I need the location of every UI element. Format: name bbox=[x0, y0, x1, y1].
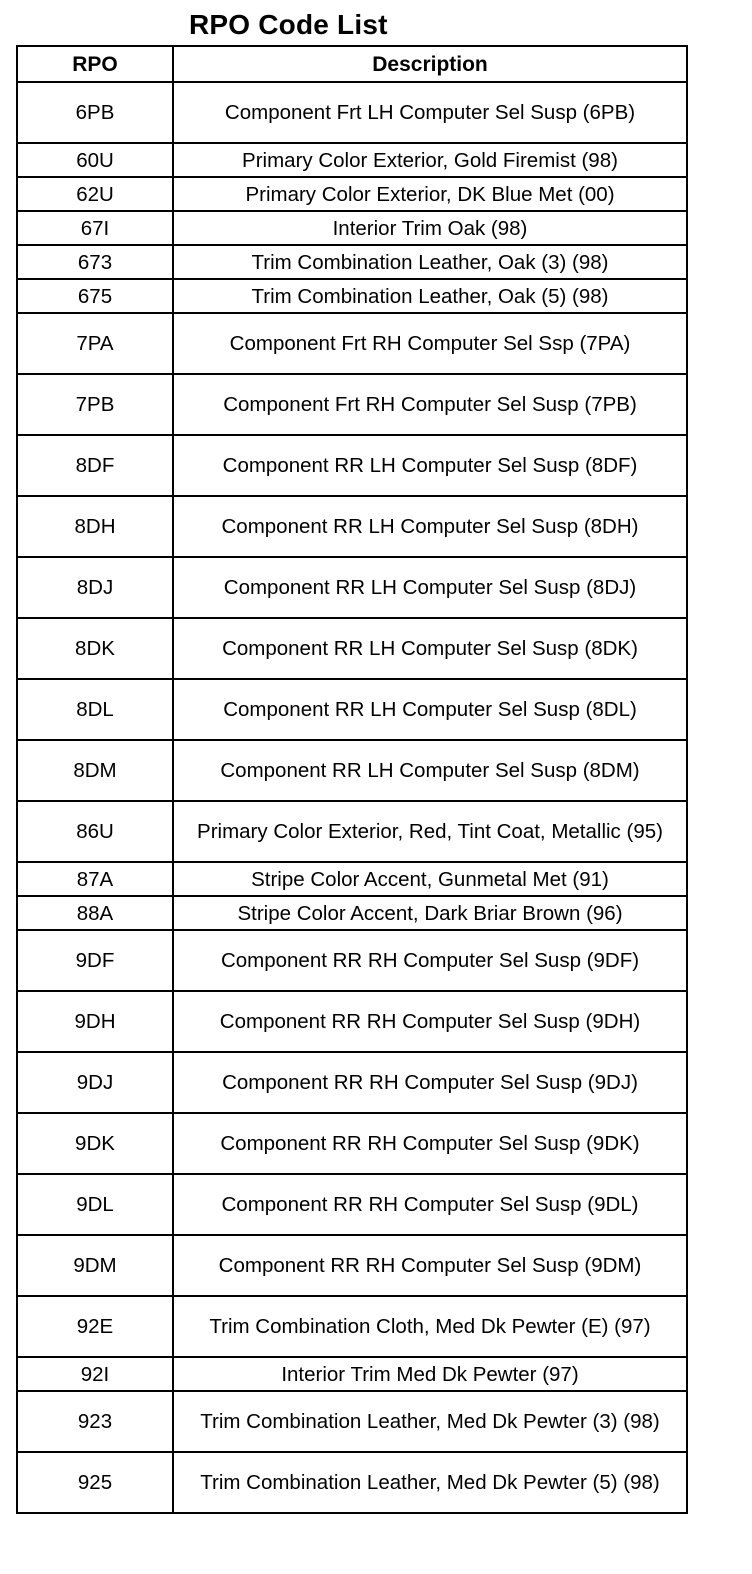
rpo-code-cell: 8DM bbox=[17, 740, 173, 801]
description-cell: Component RR RH Computer Sel Susp (9DH) bbox=[173, 991, 687, 1052]
table-row bbox=[17, 435, 687, 496]
rpo-code-cell: 6PB bbox=[17, 82, 173, 143]
description-cell: Trim Combination Leather, Oak (3) (98) bbox=[173, 245, 687, 279]
rpo-code-cell: 9DK bbox=[17, 1113, 173, 1174]
description-cell: Component Frt LH Computer Sel Susp (6PB) bbox=[173, 82, 687, 143]
description-cell: Component RR LH Computer Sel Susp (8DH) bbox=[173, 496, 687, 557]
page-title: RPO Code List bbox=[189, 9, 388, 40]
rpo-code-cell: 67I bbox=[17, 211, 173, 245]
rpo-code-cell: 8DL bbox=[17, 679, 173, 740]
table-row bbox=[17, 740, 687, 801]
table-row bbox=[17, 82, 687, 143]
rpo-code-cell: 88A bbox=[17, 896, 173, 930]
table-row bbox=[17, 991, 687, 1052]
rpo-code-cell: 673 bbox=[17, 245, 173, 279]
rpo-code-cell: 92E bbox=[17, 1296, 173, 1357]
rpo-code-cell: 9DJ bbox=[17, 1052, 173, 1113]
description-cell: Component RR RH Computer Sel Susp (9DK) bbox=[173, 1113, 687, 1174]
table-row bbox=[17, 679, 687, 740]
table-header-row bbox=[17, 46, 687, 82]
column-header-description: Description bbox=[173, 46, 687, 82]
description-cell: Trim Combination Leather, Med Dk Pewter (3) (98) bbox=[173, 1391, 687, 1452]
table-row bbox=[17, 1296, 687, 1357]
rpo-code-cell: 92I bbox=[17, 1357, 173, 1391]
description-cell: Component RR LH Computer Sel Susp (8DL) bbox=[173, 679, 687, 740]
description-cell: Component RR LH Computer Sel Susp (8DM) bbox=[173, 740, 687, 801]
rpo-code-cell: 7PB bbox=[17, 374, 173, 435]
description-cell: Stripe Color Accent, Gunmetal Met (91) bbox=[173, 862, 687, 896]
rpo-code-table bbox=[16, 45, 688, 1514]
description-cell: Component RR LH Computer Sel Susp (8DF) bbox=[173, 435, 687, 496]
table-row bbox=[17, 1174, 687, 1235]
description-cell: Component RR LH Computer Sel Susp (8DJ) bbox=[173, 557, 687, 618]
table-row bbox=[17, 862, 687, 896]
description-cell: Trim Combination Cloth, Med Dk Pewter (E) (97) bbox=[173, 1296, 687, 1357]
rpo-code-cell: 7PA bbox=[17, 313, 173, 374]
description-cell: Component Frt RH Computer Sel Susp (7PB) bbox=[173, 374, 687, 435]
table-row bbox=[17, 496, 687, 557]
description-cell: Interior Trim Med Dk Pewter (97) bbox=[173, 1357, 687, 1391]
rpo-code-cell: 86U bbox=[17, 801, 173, 862]
table-row bbox=[17, 279, 687, 313]
table-row bbox=[17, 930, 687, 991]
description-cell: Component Frt RH Computer Sel Ssp (7PA) bbox=[173, 313, 687, 374]
rpo-code-cell: 925 bbox=[17, 1452, 173, 1513]
description-cell: Primary Color Exterior, Red, Tint Coat, Metallic (95) bbox=[173, 801, 687, 862]
table-row bbox=[17, 557, 687, 618]
table-row bbox=[17, 313, 687, 374]
table-row bbox=[17, 211, 687, 245]
rpo-code-cell: 60U bbox=[17, 143, 173, 177]
rpo-code-cell: 62U bbox=[17, 177, 173, 211]
table-row bbox=[17, 245, 687, 279]
rpo-code-cell: 9DM bbox=[17, 1235, 173, 1296]
table-row bbox=[17, 143, 687, 177]
table-body bbox=[17, 82, 687, 1513]
table-row bbox=[17, 1391, 687, 1452]
rpo-code-cell: 8DK bbox=[17, 618, 173, 679]
rpo-code-cell: 9DF bbox=[17, 930, 173, 991]
table-row bbox=[17, 896, 687, 930]
table-row bbox=[17, 374, 687, 435]
rpo-code-cell: 9DL bbox=[17, 1174, 173, 1235]
description-cell: Component RR RH Computer Sel Susp (9DF) bbox=[173, 930, 687, 991]
rpo-code-cell: 923 bbox=[17, 1391, 173, 1452]
description-cell: Component RR RH Computer Sel Susp (9DL) bbox=[173, 1174, 687, 1235]
description-cell: Component RR RH Computer Sel Susp (9DJ) bbox=[173, 1052, 687, 1113]
rpo-code-cell: 8DH bbox=[17, 496, 173, 557]
rpo-code-cell: 8DJ bbox=[17, 557, 173, 618]
description-cell: Primary Color Exterior, Gold Firemist (98) bbox=[173, 143, 687, 177]
table-row bbox=[17, 1052, 687, 1113]
table-row bbox=[17, 177, 687, 211]
rpo-code-cell: 8DF bbox=[17, 435, 173, 496]
table-row bbox=[17, 1452, 687, 1513]
description-cell: Primary Color Exterior, DK Blue Met (00) bbox=[173, 177, 687, 211]
table-row bbox=[17, 618, 687, 679]
table-row bbox=[17, 1235, 687, 1296]
description-cell: Component RR RH Computer Sel Susp (9DM) bbox=[173, 1235, 687, 1296]
table-row bbox=[17, 1113, 687, 1174]
rpo-code-cell: 675 bbox=[17, 279, 173, 313]
table-row bbox=[17, 1357, 687, 1391]
column-header-rpo: RPO bbox=[17, 46, 173, 82]
description-cell: Component RR LH Computer Sel Susp (8DK) bbox=[173, 618, 687, 679]
description-cell: Interior Trim Oak (98) bbox=[173, 211, 687, 245]
table-row bbox=[17, 801, 687, 862]
description-cell: Trim Combination Leather, Oak (5) (98) bbox=[173, 279, 687, 313]
description-cell: Stripe Color Accent, Dark Briar Brown (96) bbox=[173, 896, 687, 930]
description-cell: Trim Combination Leather, Med Dk Pewter (5) (98) bbox=[173, 1452, 687, 1513]
rpo-code-cell: 87A bbox=[17, 862, 173, 896]
rpo-code-cell: 9DH bbox=[17, 991, 173, 1052]
